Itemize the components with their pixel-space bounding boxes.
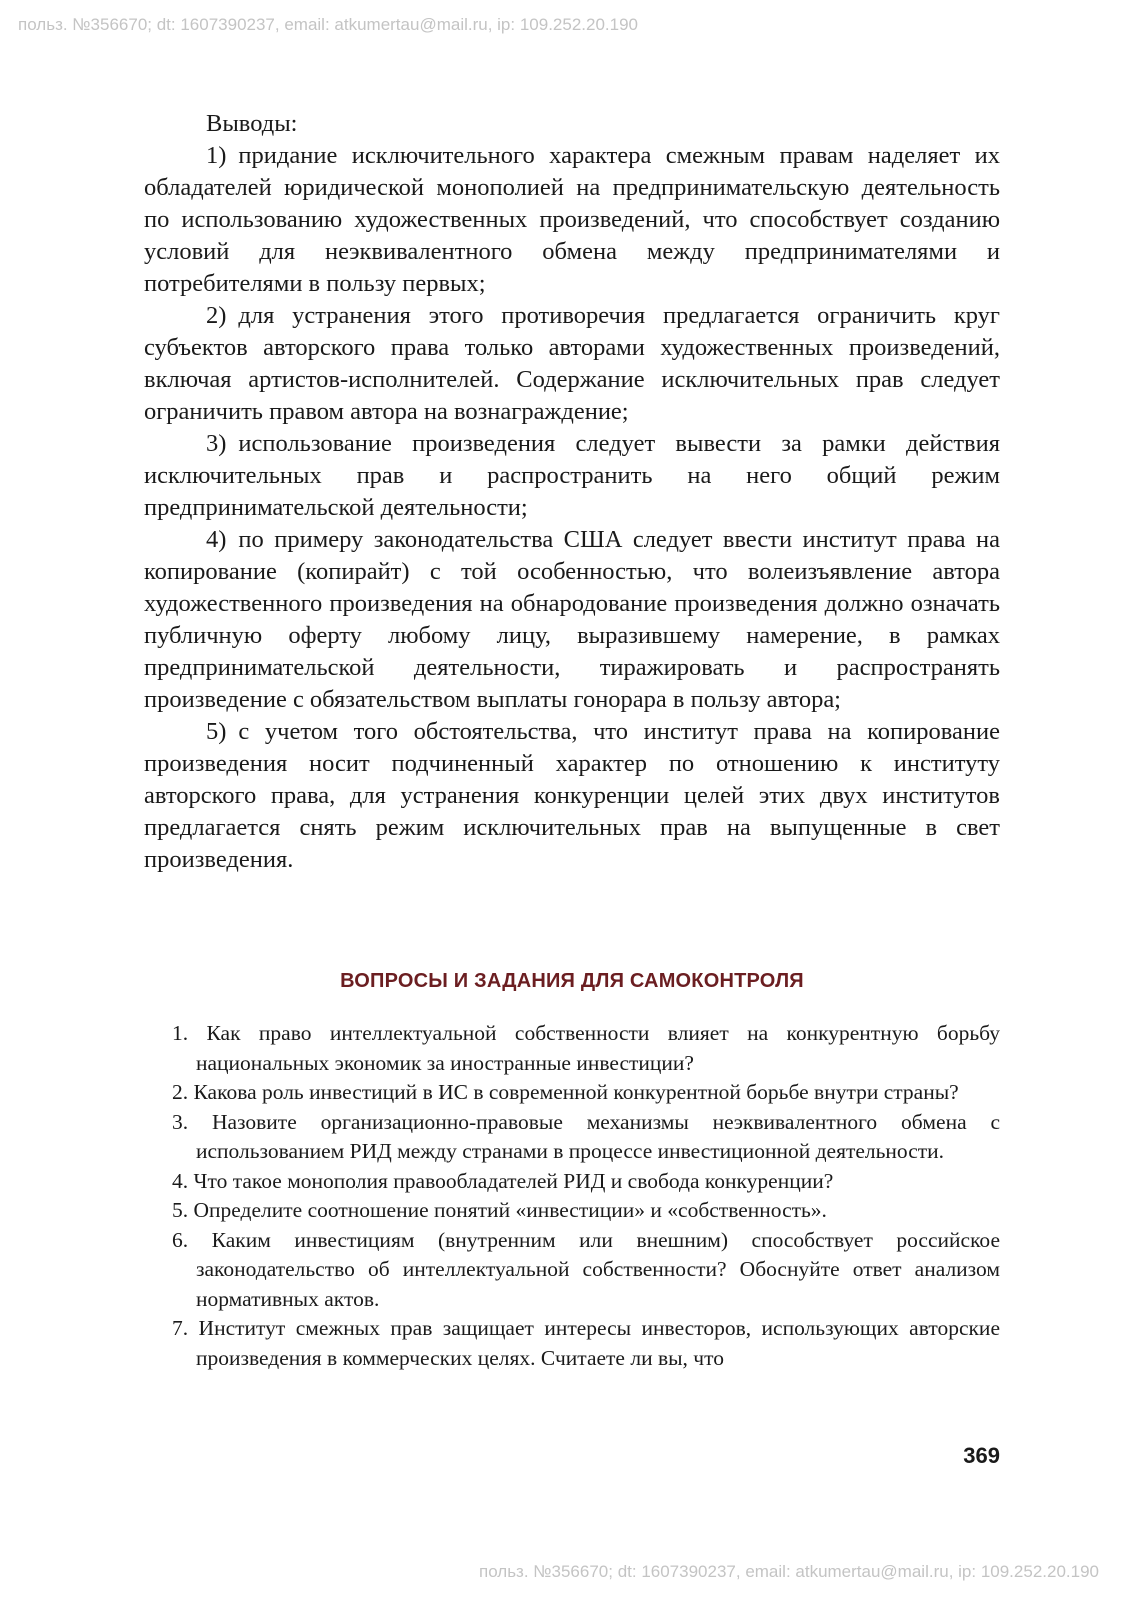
question-item: 1. Как право интеллектуальной собственности влияет на конкурентную борьбу национальных экономик за иностранные инвестиции? <box>172 1021 1000 1075</box>
question-item: 6. Каким инвестициям (внутренним или внешним) способствует российское законодательство об интеллектуальной собственности? Обоснуйте ответ анализом нормативных актов. <box>172 1227 1000 1311</box>
question-item: 2. Какова роль инвестиций в ИС в современной конкурентной борьбе внутри страны? <box>172 1080 959 1104</box>
conclusion-text: использование произведения следует вывести за рамки действия исключительных прав и распространить на него общий режим предпринимательской деятельности; <box>144 430 1000 521</box>
question-item: 4. Что такое монополия правообладателей РИД и свобода конкуренции? <box>172 1168 834 1193</box>
conclusion-item <box>144 524 1000 716</box>
conclusion-item <box>144 428 1000 524</box>
conclusion-number: 5) <box>206 718 227 745</box>
conclusion-item <box>144 716 1000 876</box>
conclusions-block <box>144 108 1000 876</box>
section-heading: ВОПРОСЫ И ЗАДАНИЯ ДЛЯ САМОКОНТРОЛЯ <box>340 970 804 992</box>
conclusion-number: 1) <box>206 142 227 169</box>
watermark-top: польз. №356670; dt: 1607390237, email: atkumertau@mail.ru, ip: 109.252.20.190 <box>18 15 639 34</box>
page-number: 369 <box>963 1443 1000 1468</box>
conclusions-heading: Выводы: <box>206 110 298 137</box>
conclusion-number: 4) <box>206 526 227 553</box>
conclusion-number: 2) <box>206 302 227 329</box>
conclusion-item <box>144 140 1000 300</box>
question-item: 5. Определите соотношение понятий «инвестиции» и «собственность». <box>172 1198 827 1222</box>
questions-list <box>172 1019 1000 1373</box>
watermark-bottom: польз. №356670; dt: 1607390237, email: atkumertau@mail.ru, ip: 109.252.20.190 <box>478 1562 1099 1581</box>
conclusion-number: 3) <box>206 430 227 457</box>
conclusion-item <box>144 300 1000 428</box>
question-item: 3. Назовите организационно-правовые механизмы неэквивалентного обмена с использованием РИД между странами в процессе инвестиционной деятельности. <box>172 1109 1000 1163</box>
conclusion-text: придание исключительного характера смежным правам наделяет их обладателей юридической монополией на предпринимательскую деятельность по использованию художественных произведений, что способствует созданию условий для неэквивалентного обмена между предпринимателями и потребителями в пользу первых; <box>144 142 1000 297</box>
conclusion-text: для устранения этого противоречия предлагается ограничить круг субъектов авторского права только авторами художественных произведений, включая артистов-исполнителей. Содержание исключительных прав следует ограничить правом автора на вознаграждение; <box>144 302 1000 425</box>
conclusion-text: с учетом того обстоятельства, что институт права на копирование произведения носит подчиненный характер по отношению к институту авторского права, для устранения конкуренции целей этих двух институтов предлагается снять режим исключительных прав на выпущенные в свет произведения. <box>144 718 1000 873</box>
conclusion-text: по примеру законодательства США следует ввести институт права на копирование (копирайт) с той особенностью, что волеизъявление автора художественного произведения на обнародование произведения должно означать публичную оферту любому лицу, выразившему намерение, в рамках предпринимательской деятельности, тиражировать и распространять произведение с обязательством выплаты гонорара в пользу автора; <box>144 526 1000 713</box>
question-item: 7. Институт смежных прав защищает интересы инвесторов, использующих авторские произведения в коммерческих целях. Считаете ли вы, что <box>172 1316 1000 1370</box>
